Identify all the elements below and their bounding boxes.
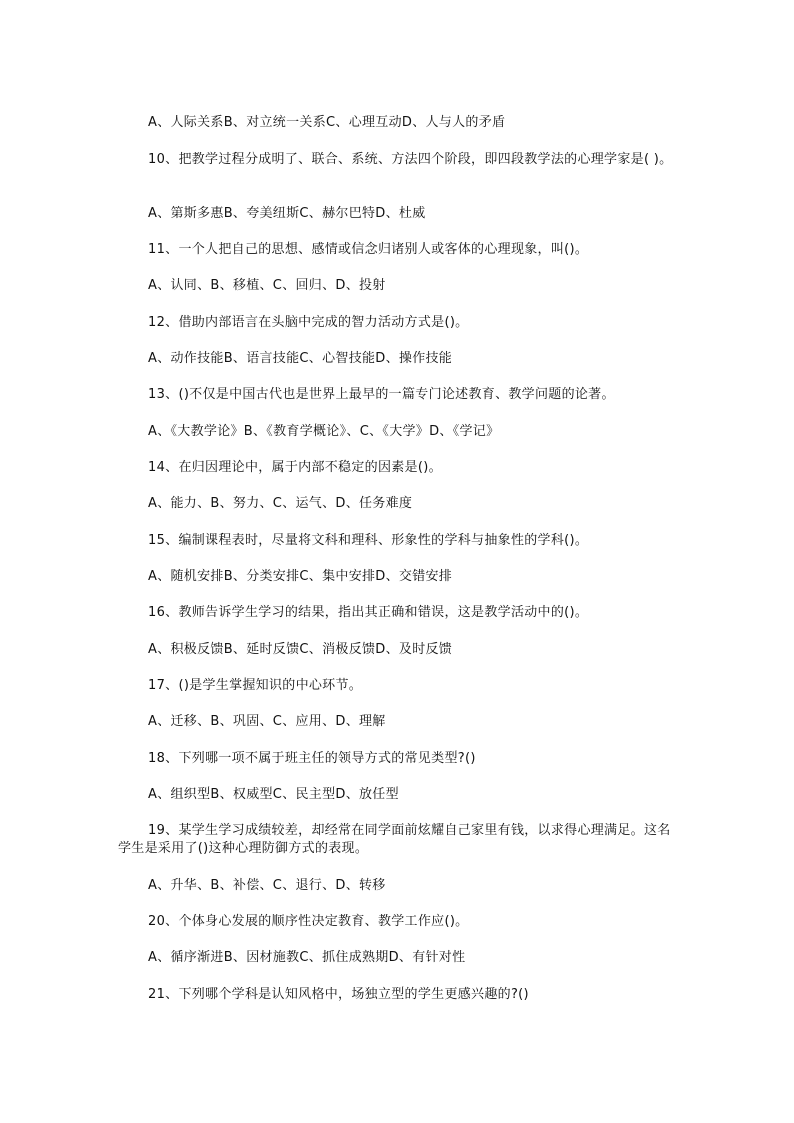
question-19: 19、某学生学习成绩较差，却经常在同学面前炫耀自己家里有钱，以求得心理满足。这名学生是采用了()这种心理防御方式的表现。 [118, 823, 671, 856]
question-14: 14、在归因理论中，属于内部不稳定的因素是()。 [148, 460, 442, 475]
answer-options-q16: A、积极反馈B、延时反馈C、消极反馈D、及时反馈 [148, 642, 453, 657]
answer-options-q14: A、能力、B、努力、C、运气、D、任务难度 [148, 496, 413, 511]
answer-options-q10: A、第斯多惠B、夸美纽斯C、赫尔巴特D、杜威 [148, 206, 426, 221]
answer-options-q9: A、人际关系B、对立统一关系C、心理互动D、人与人的矛盾 [148, 115, 506, 130]
question-16: 16、教师告诉学生学习的结果，指出其正确和错误，这是教学活动中的()。 [148, 605, 589, 620]
answer-options-q12: A、动作技能B、语言技能C、心智技能D、操作技能 [148, 351, 453, 366]
question-20: 20、个体身心发展的顺序性决定教育、教学工作应()。 [148, 914, 469, 929]
question-17: 17、()是学生掌握知识的中心环节。 [148, 678, 363, 693]
answer-options-q20: A、循序渐进B、因材施教C、抓住成熟期D、有针对性 [148, 950, 466, 965]
answer-options-q13: A、《大教学论》B、《教育学概论》、C、《大学》D、《学记》 [148, 424, 500, 439]
question-15: 15、编制课程表时，尽量将文科和理科、形象性的学科与抽象性的学科()。 [148, 533, 589, 548]
answer-options-q11: A、认同、B、移植、C、回归、D、投射 [148, 278, 386, 293]
answer-options-q15: A、随机安排B、分类安排C、集中安排D、交错安排 [148, 569, 453, 584]
question-21: 21、下列哪个学科是认知风格中，场独立型的学生更感兴趣的?() [148, 987, 529, 1002]
answer-options-q17: A、迁移、B、巩固、C、应用、D、理解 [148, 714, 386, 729]
answer-options-q18: A、组织型B、权威型C、民主型D、放任型 [148, 787, 399, 802]
question-12: 12、借助内部语言在头脑中完成的智力活动方式是()。 [148, 315, 469, 330]
question-11: 11、一个人把自己的思想、感情或信念归诸别人或客体的心理现象，叫()。 [148, 242, 589, 257]
answer-options-q19: A、升华、B、补偿、C、退行、D、转移 [148, 878, 386, 893]
question-10: 10、把教学过程分成明了、联合、系统、方法四个阶段，即四段教学法的心理学家是( )。 [148, 152, 673, 167]
question-18: 18、下列哪一项不属于班主任的领导方式的常见类型?() [148, 751, 476, 766]
question-13: 13、()不仅是中国古代也是世界上最早的一篇专门论述教育、教学问题的论著。 [148, 387, 615, 402]
